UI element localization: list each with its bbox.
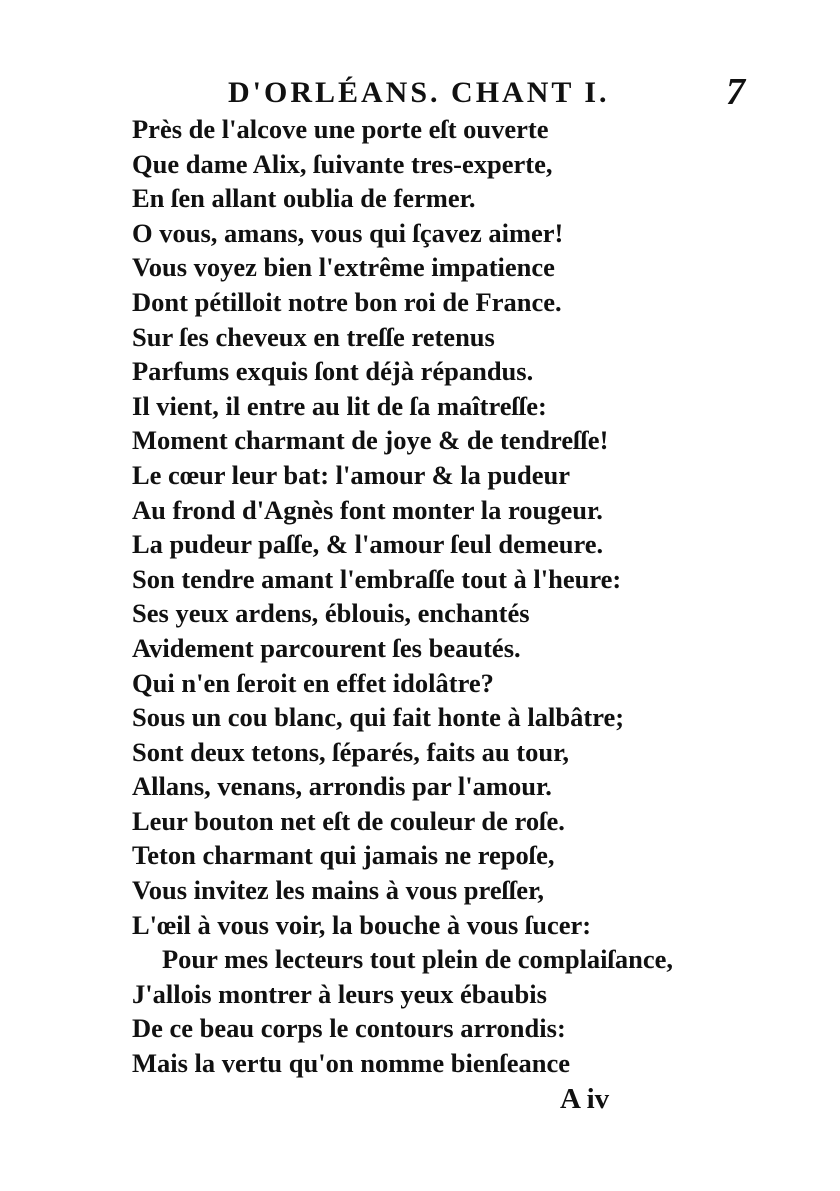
verse-line: Près de l'alcove une porte eſt ouverte [132, 114, 549, 144]
verse-line: Ses yeux ardens, éblouis, enchantés [132, 598, 530, 629]
verse-line: Au frond d'Agnès font monter la rougeur. [132, 494, 603, 525]
verse-line: En ſen allant oublia de fermer. [132, 183, 476, 214]
verse-line: Teton charmant qui jamais ne repoſe, [132, 840, 555, 871]
verse-line: Le cœur leur bat: l'amour & la pudeur [132, 459, 571, 490]
verse-line: De ce beau corps le contours arrondis: [132, 1013, 566, 1044]
verse-line: Vous voyez bien l'extrême impatience [132, 252, 555, 283]
verse-line: Leur bouton net eſt de couleur de roſe. [132, 805, 565, 836]
verse-line: Sont deux tetons, ſéparés, faits au tour, [132, 736, 570, 767]
verse-line: Parfums exquis ſont déjà répandus. [132, 356, 534, 387]
verse-line: Dont pétilloit notre bon roi de France. [132, 286, 562, 317]
verse-line: Que dame Alix, ſuivante tres-experte, [132, 148, 553, 179]
verse-line: Sur ſes cheveux en treſſe retenus [132, 321, 495, 352]
verse-line: Allans, venans, arrondis par l'amour. [132, 771, 552, 802]
verse-line: J'allois montrer à leurs yeux ébaubis [132, 978, 547, 1009]
verse-line: Vous invitez les mains à vous preſſer, [132, 875, 545, 906]
verse-line: O vous, amans, vous qui ſçavez aimer! [132, 217, 564, 248]
verse-line: L'œil à vous voir, la bouche à vous ſucer: [132, 909, 592, 940]
catchword: A iv [560, 1083, 610, 1115]
verse-line: Il vient, il entre au lit de ſa maîtreſſe: [132, 390, 547, 421]
verse-line: Moment charmant de joye & de tendreſſe! [132, 425, 609, 456]
verse-line: Avidement parcourent ſes beautés. [132, 632, 521, 663]
verse-line: La pudeur paſſe, & l'amour ſeul demeure. [132, 529, 604, 560]
verse-line: Son tendre amant l'embraſſe tout à l'heure: [132, 563, 622, 594]
verse-line: Sous un cou blanc, qui fait honte à lalbâtre; [132, 702, 625, 733]
verse-block [132, 112, 782, 1081]
verse-line: Qui n'en ſeroit en effet idolâtre? [132, 667, 494, 698]
running-title: D'ORLÉANS. CHANT I. [228, 76, 610, 109]
verse-line-indented: Pour mes lecteurs tout plein de complaiſance, [162, 944, 674, 975]
page-number: 7 [726, 71, 745, 113]
verse-line: Mais la vertu qu'on nomme bienſeance [132, 1048, 570, 1079]
